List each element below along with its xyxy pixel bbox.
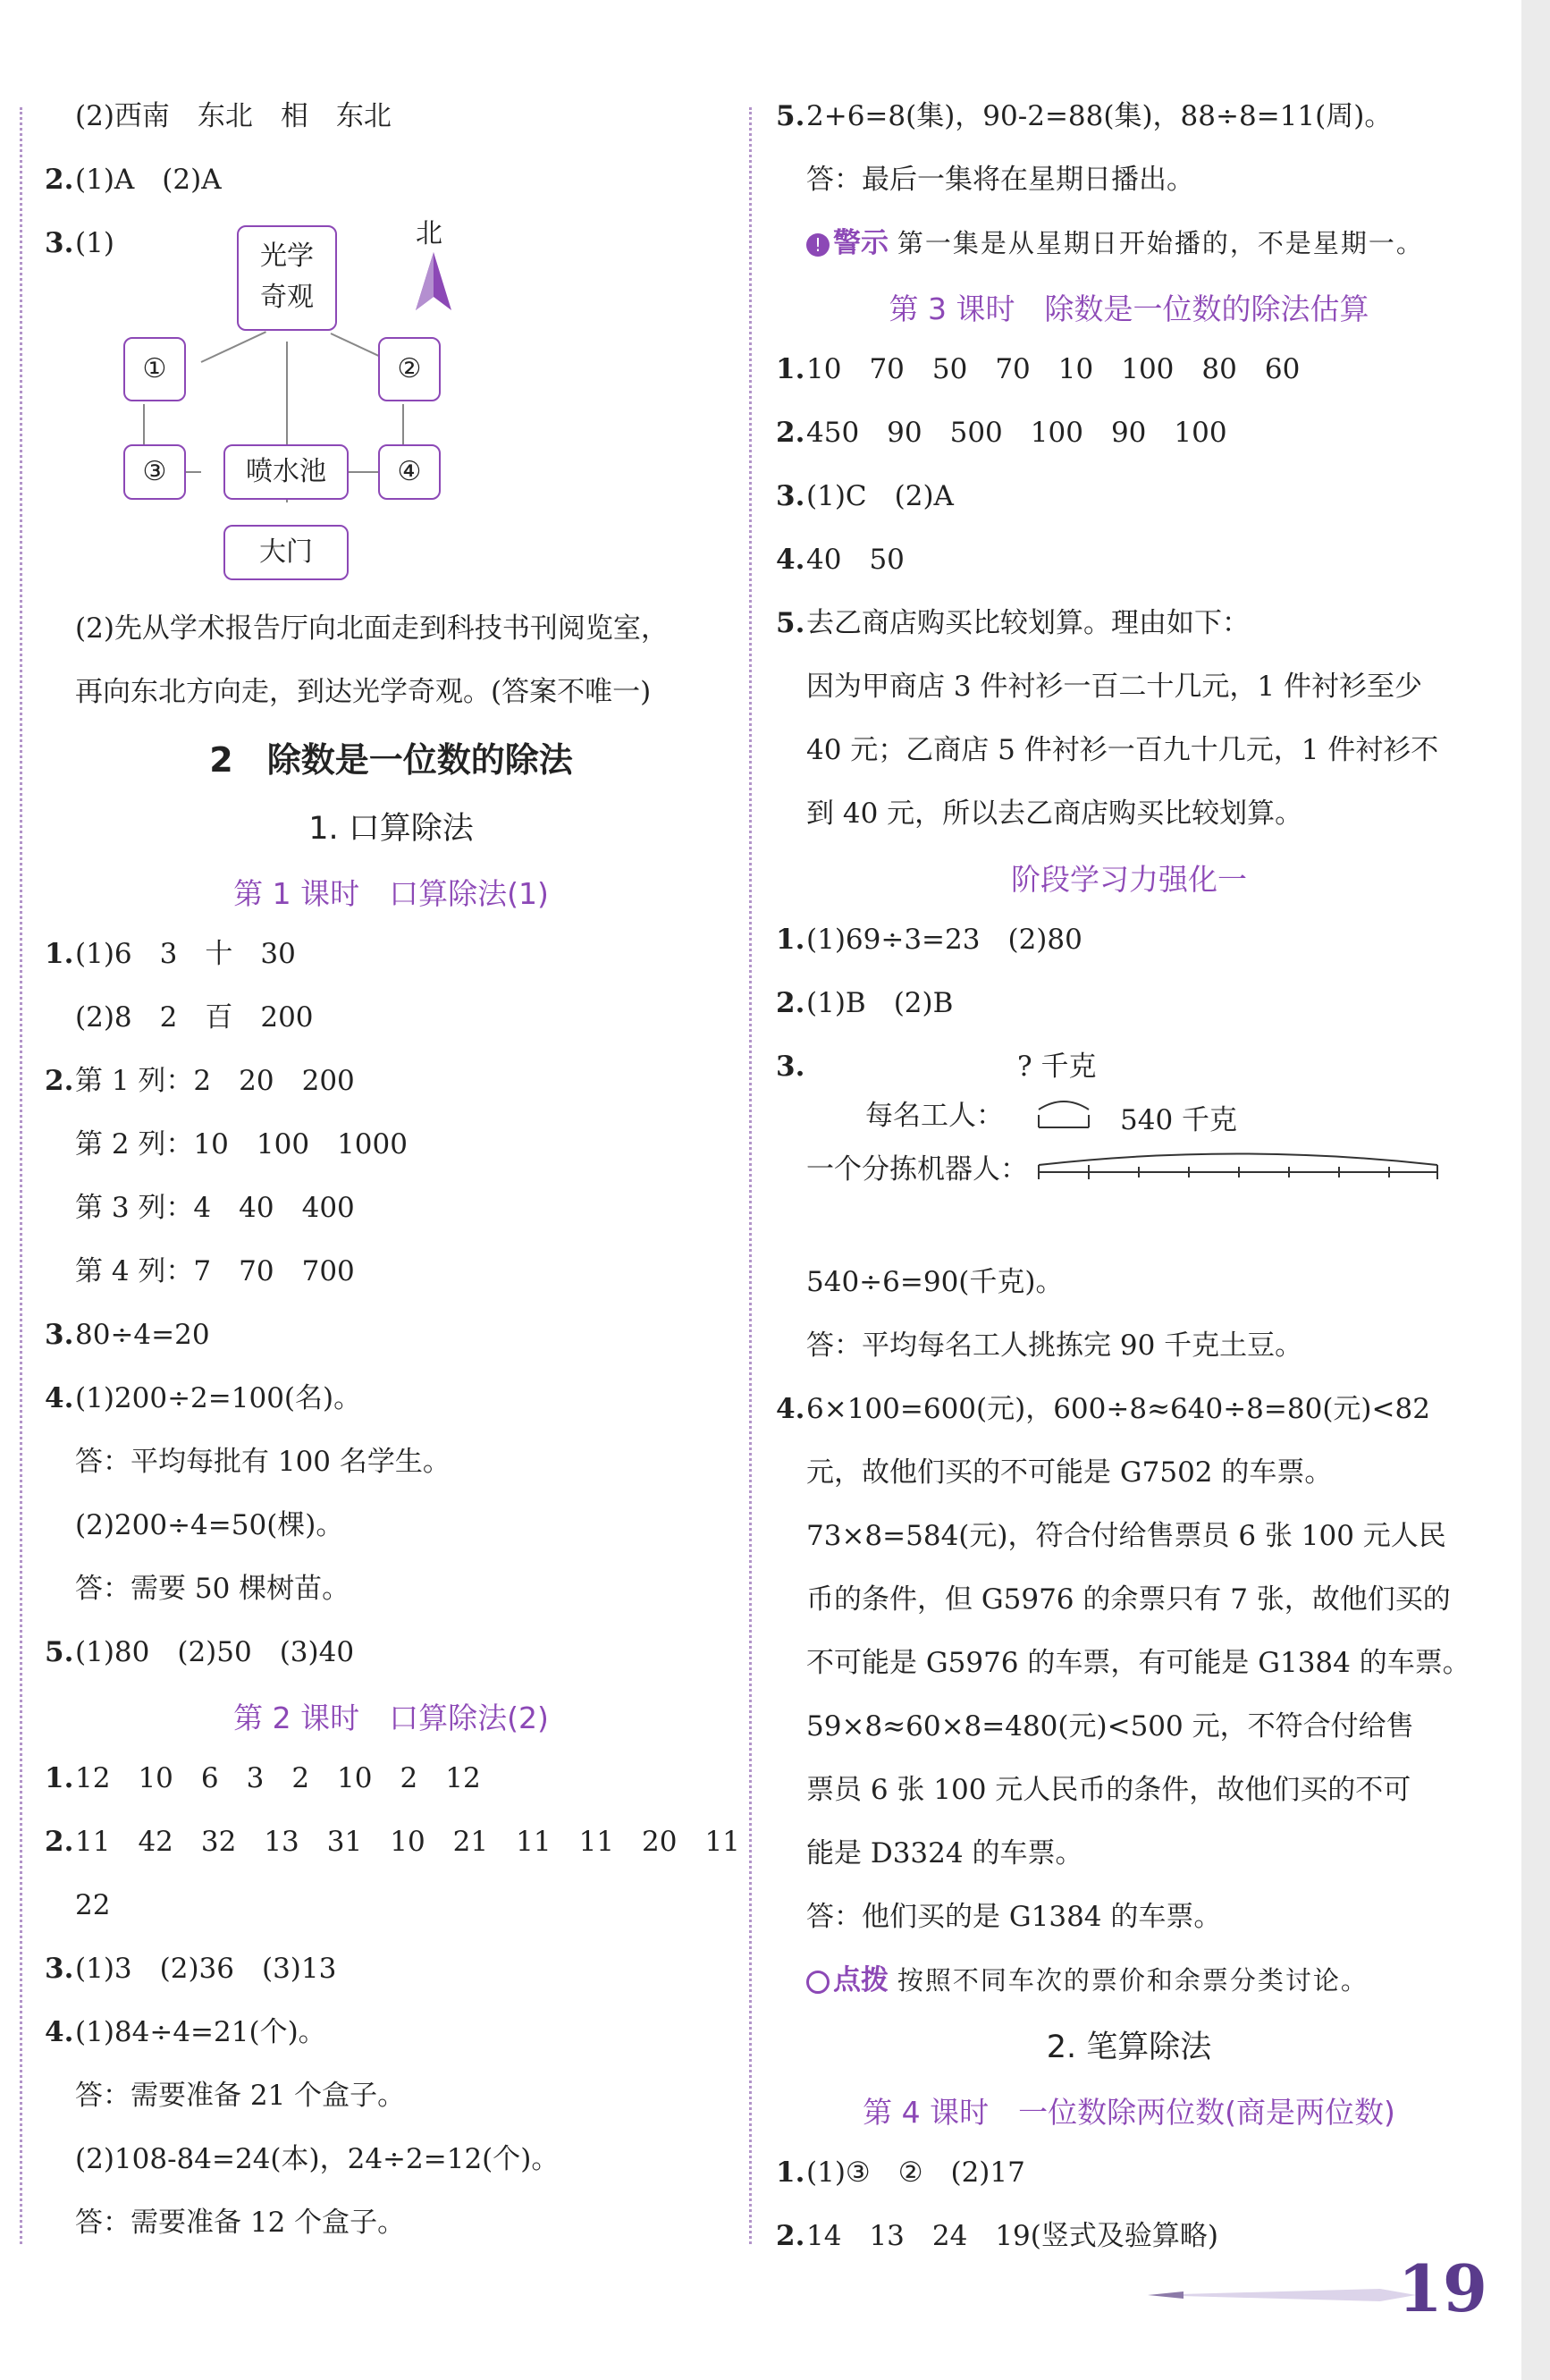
section-title: 1. 口算除法 bbox=[308, 811, 474, 847]
answer-line: (2)西南 东北 相 东北 bbox=[75, 100, 392, 132]
question-2: 2.(1)A (2)A bbox=[45, 164, 222, 196]
left-column bbox=[45, 98, 740, 2268]
question-5: 5.2+6=8(集)，90-2=88(集)，88÷8=11(周)。 bbox=[776, 100, 1393, 132]
answer-line: 能是 D3324 的车票。 bbox=[806, 1837, 1083, 1869]
question-2: 2.(1)B (2)B bbox=[776, 987, 954, 1019]
segment-diagram bbox=[1035, 1076, 1446, 1201]
answer-line: 答：需要准备 12 个盒子。 bbox=[75, 2207, 406, 2239]
location-1-box: ① bbox=[123, 337, 186, 401]
answer-line: 答：需要准备 21 个盒子。 bbox=[75, 2080, 406, 2112]
connector-line bbox=[201, 331, 266, 363]
connector-line bbox=[344, 471, 380, 473]
answer-line: 第 4 列：7 70 700 bbox=[75, 1255, 355, 1287]
answer-line: 73×8=584(元)，符合付给售票员 6 张 100 元人民 bbox=[806, 1520, 1446, 1552]
tip-note: 点拨 按照不同车次的票价和余票分类讨论。 bbox=[776, 1962, 1482, 1998]
total-label: 540 千克 bbox=[1120, 1104, 1238, 1136]
answer-line: 再向东北方向走，到达光学奇观。(答案不唯一) bbox=[75, 676, 652, 708]
question-1: 1.10 70 50 70 10 100 80 60 bbox=[776, 353, 1301, 385]
answer-line: 答：最后一集将在星期日播出。 bbox=[806, 164, 1194, 196]
answer-line: 540÷6=90(千克)。 bbox=[806, 1266, 1064, 1298]
answer-line: 答：他们买的是 G1384 的车票。 bbox=[806, 1901, 1222, 1933]
question-3-diagram: 3. ? 千克 每名工人： 540 千克 一个分拣机器人： bbox=[776, 1049, 1482, 1236]
worker-label: 每名工人： bbox=[865, 1100, 1004, 1132]
warning-note: ! 警示 第一集是从星期日开始播的，不是星期一。 bbox=[776, 225, 1482, 261]
question-3: 3.(1)C (2)A bbox=[776, 480, 954, 512]
question-2: 2.第 1 列：2 20 200 bbox=[45, 1065, 355, 1097]
answer-line: (2)200÷4=50(棵)。 bbox=[75, 1509, 344, 1541]
section-title: 2. 笔算除法 bbox=[1046, 2030, 1212, 2065]
robot-label: 一个分拣机器人： bbox=[806, 1153, 1028, 1186]
question-4: 4.6×100=600(元)，600÷8≈640÷8=80(元)<82 bbox=[776, 1393, 1430, 1425]
lesson-title: 第 2 课时 口算除法(2) bbox=[233, 1701, 549, 1735]
question-2: 2.450 90 500 100 90 100 bbox=[776, 417, 1227, 449]
chapter-title: 2 除数是一位数的除法 bbox=[209, 740, 573, 780]
answer-line: 第 2 列：10 100 1000 bbox=[75, 1128, 408, 1160]
unknown-label: ? 千克 bbox=[1017, 1051, 1097, 1083]
question-3-map: 3.(1) 光学 奇观 ① ② ③ ④ 喷水池 大门 北 bbox=[45, 225, 737, 583]
north-label: 北 bbox=[416, 218, 442, 249]
answer-line: 第 3 列：4 40 400 bbox=[75, 1192, 355, 1224]
location-2-box: ② bbox=[378, 337, 441, 401]
question-4: 4.(1)200÷2=100(名)。 bbox=[45, 1382, 362, 1414]
question-4: 4.40 50 bbox=[776, 544, 905, 576]
location-4-box: ④ bbox=[378, 444, 441, 500]
answer-line: 元，故他们买的不可能是 G7502 的车票。 bbox=[806, 1456, 1333, 1489]
answer-line: (2)先从学术报告厅向北面走到科技书刊阅览室， bbox=[75, 612, 669, 645]
left-margin-dash bbox=[20, 107, 22, 2244]
optics-box: 光学 奇观 bbox=[237, 225, 337, 331]
answer-line: 币的条件，但 G5976 的余票只有 7 张，故他们买的 bbox=[806, 1583, 1451, 1616]
answer-line: (2)8 2 百 200 bbox=[75, 1001, 314, 1034]
answer-line: 因为甲商店 3 件衬衫一百二十几元，1 件衬衫至少 bbox=[806, 671, 1423, 703]
connector-line bbox=[402, 404, 404, 449]
location-3-box: ③ bbox=[123, 444, 186, 500]
question-5: 5.(1)80 (2)50 (3)40 bbox=[45, 1636, 355, 1668]
answer-line: 答：平均每名工人挑拣完 90 千克土豆。 bbox=[806, 1329, 1303, 1362]
question-3: 3.80÷4=20 bbox=[45, 1319, 210, 1351]
answer-line: 22 bbox=[75, 1889, 111, 1921]
connector-line bbox=[143, 404, 145, 449]
gate-box: 大门 bbox=[223, 525, 349, 580]
question-4: 4.(1)84÷4=21(个)。 bbox=[45, 2016, 326, 2048]
answer-line: 不可能是 G5976 的车票，有可能是 G1384 的车票。 bbox=[806, 1647, 1470, 1679]
right-column bbox=[776, 98, 1482, 2282]
page-number: 19 bbox=[1397, 2250, 1487, 2326]
answer-line: 40 元；乙商店 5 件衬衫一百九十几元，1 件衬衫不 bbox=[806, 734, 1439, 766]
question-2: 2.11 42 32 13 31 10 21 11 11 20 11 bbox=[45, 1826, 740, 1858]
question-3: 3.(1)3 (2)36 (3)13 bbox=[45, 1953, 337, 1985]
answer-line: (2)108-84=24(本)，24÷2=12(个)。 bbox=[75, 2143, 560, 2175]
question-1: 1.(1)③ ② (2)17 bbox=[776, 2156, 1025, 2189]
question-2: 2.14 13 24 19(竖式及验算略) bbox=[776, 2220, 1218, 2252]
fountain-box: 喷水池 bbox=[223, 444, 349, 500]
north-arrow-icon bbox=[411, 252, 456, 315]
answer-line: 到 40 元，所以去乙商店购买比较划算。 bbox=[806, 798, 1303, 830]
question-1: 1.(1)6 3 十 30 bbox=[45, 938, 296, 970]
question-1: 1.(1)69÷3=23 (2)80 bbox=[776, 924, 1082, 956]
answer-line: 答：平均每批有 100 名学生。 bbox=[75, 1446, 451, 1478]
warning-icon: ! bbox=[806, 233, 830, 257]
stage-title: 阶段学习力强化一 bbox=[1011, 862, 1247, 897]
tip-icon bbox=[806, 1971, 830, 1994]
question-1: 1.12 10 6 3 2 10 2 12 bbox=[45, 1762, 481, 1794]
lesson-title: 第 4 课时 一位数除两位数(商是两位数) bbox=[863, 2095, 1395, 2130]
column-divider bbox=[749, 107, 752, 2244]
answer-line: 票员 6 张 100 元人民币的条件，故他们买的不可 bbox=[806, 1774, 1411, 1806]
lesson-title: 第 1 课时 口算除法(1) bbox=[233, 876, 549, 911]
answer-line: 59×8≈60×8=480(元)<500 元，不符合付给售 bbox=[806, 1710, 1414, 1743]
pen-decoration-icon bbox=[1148, 2282, 1416, 2308]
question-5: 5.去乙商店购买比较划算。理由如下： bbox=[776, 607, 1250, 639]
lesson-title: 第 3 课时 除数是一位数的除法估算 bbox=[889, 291, 1369, 326]
page-edge bbox=[1521, 0, 1550, 2380]
answer-line: 答：需要 50 棵树苗。 bbox=[75, 1573, 350, 1605]
